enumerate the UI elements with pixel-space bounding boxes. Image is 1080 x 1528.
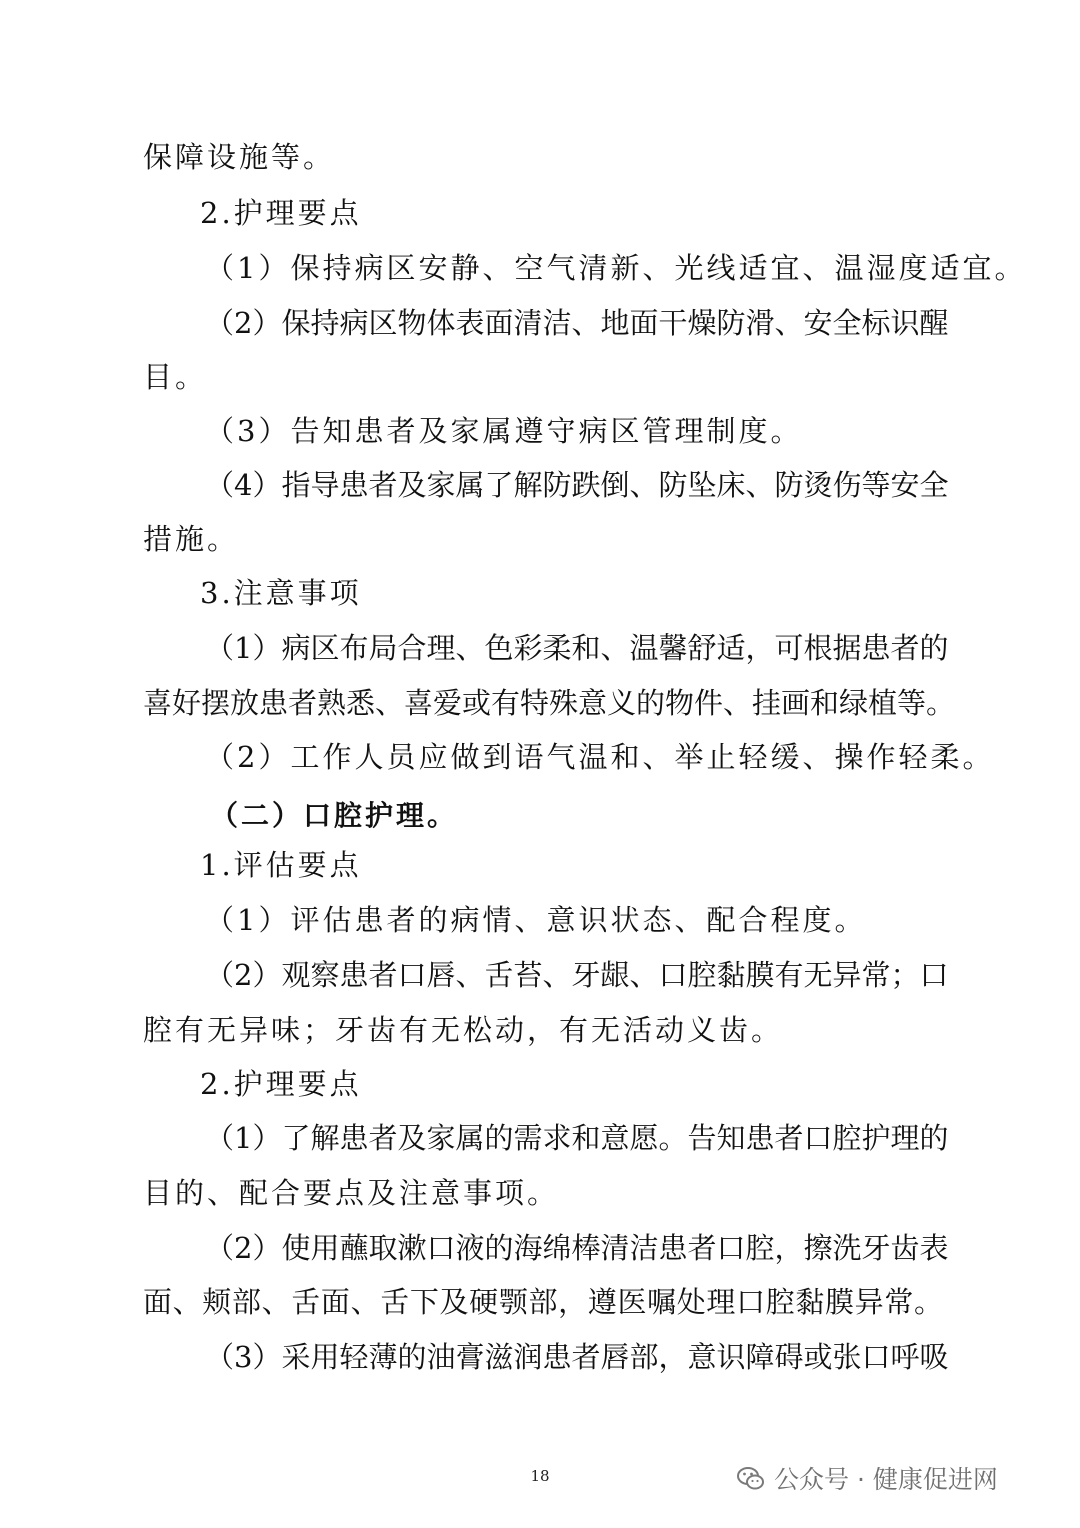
text-line: （2）观察患者口唇、舌苔、牙龈、口腔黏膜有无异常；口 <box>205 958 949 992</box>
watermark <box>736 1458 998 1498</box>
chapter-heading: （二）口腔护理。 <box>210 799 459 832</box>
text-line: （2）使用蘸取漱口液的海绵棒清洁患者口腔，擦洗牙齿表 <box>205 1231 949 1265</box>
text-line: 目的、配合要点及注意事项。 <box>143 1176 560 1210</box>
text-line: 目。 <box>143 360 208 394</box>
text-line: （4）指导患者及家属了解防跌倒、防坠床、防烫伤等安全 <box>205 468 949 502</box>
text-line: 腔有无异味；牙齿有无松动，有无活动义齿。 <box>143 1013 784 1047</box>
text-line: 措施。 <box>143 522 240 556</box>
text-line: 保障设施等。 <box>143 140 336 174</box>
wechat-icon <box>736 1463 766 1493</box>
text-line: （1）保持病区安静、空气清新、光线适宜、温湿度适宜。 <box>205 251 1027 285</box>
section-heading: 2.护理要点 <box>200 1067 362 1101</box>
text-line: （1）病区布局合理、色彩柔和、温馨舒适，可根据患者的 <box>205 631 949 665</box>
watermark-text: 公众号 · 健康促进网 <box>774 1465 998 1494</box>
text-line: （3）告知患者及家属遵守病区管理制度。 <box>205 414 803 448</box>
text-line: （2）保持病区物体表面清洁、地面干燥防滑、安全标识醒 <box>205 306 949 340</box>
page-number: 18 <box>530 1467 550 1485</box>
text-line: （1）评估患者的病情、意识状态、配合程度。 <box>205 903 867 937</box>
text-line: 喜好摆放患者熟悉、喜爱或有特殊意义的物件、挂画和绿植等。 <box>143 686 956 720</box>
text-line: （2）工作人员应做到语气温和、举止轻缓、操作轻柔。 <box>205 740 995 774</box>
text-line: （3）采用轻薄的油膏滋润患者唇部，意识障碍或张口呼吸 <box>205 1340 949 1374</box>
text-line: 面、颊部、舌面、舌下及硬颚部，遵医嘱处理口腔黏膜异常。 <box>143 1285 943 1319</box>
section-heading: 3.注意事项 <box>200 576 362 610</box>
text-line: （1）了解患者及家属的需求和意愿。告知患者口腔护理的 <box>205 1121 949 1155</box>
section-heading: 1.评估要点 <box>200 848 362 882</box>
section-heading: 2.护理要点 <box>200 196 362 230</box>
